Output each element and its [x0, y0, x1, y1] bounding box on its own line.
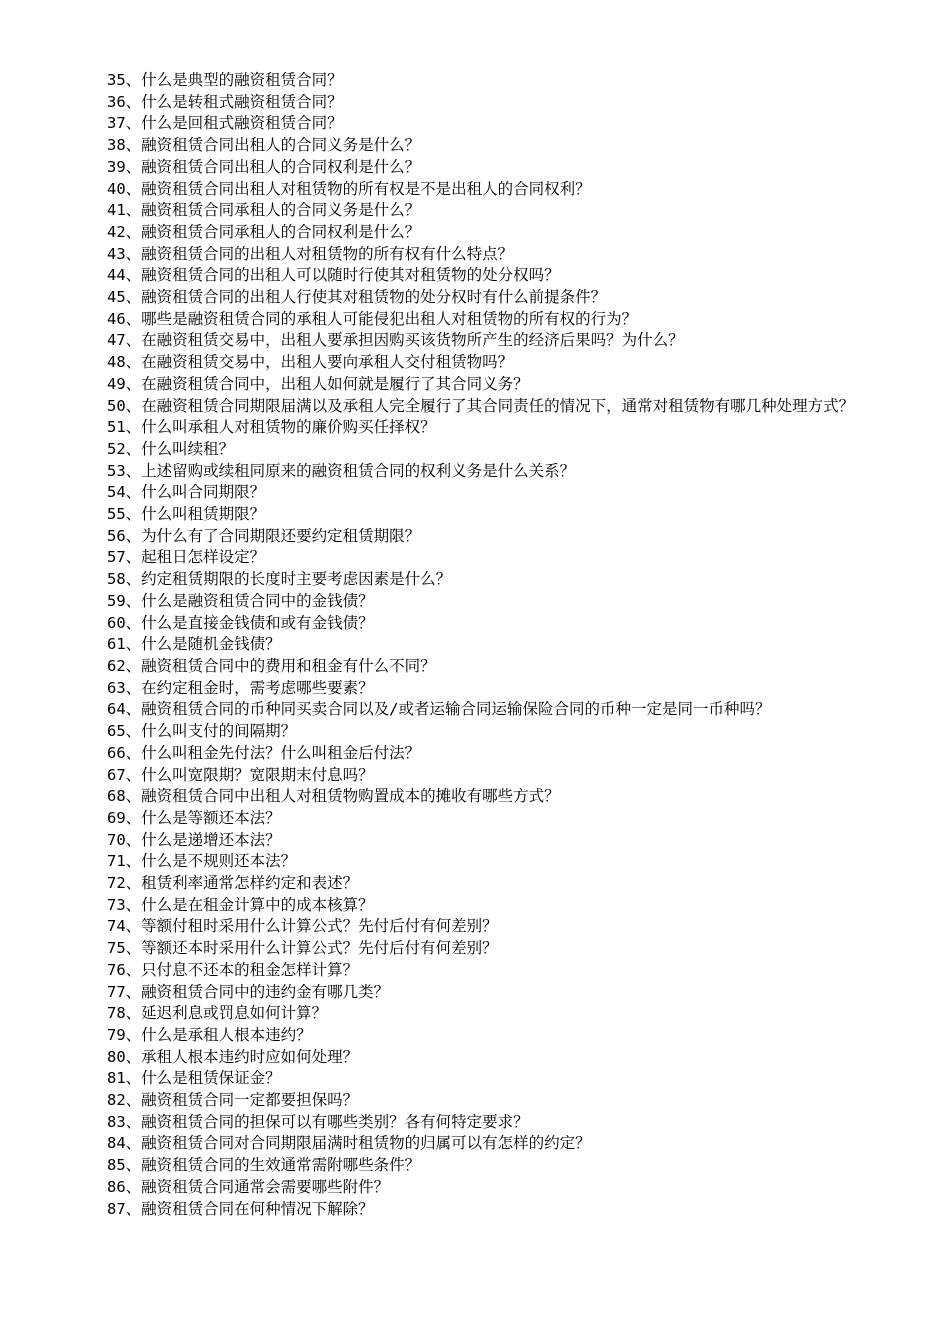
question-item: 44、融资租赁合同的出租人可以随时行使其对租赁物的处分权吗？ — [107, 266, 560, 285]
question-item: 86、融资租赁合同通常会需要哪些附件？ — [107, 1177, 390, 1196]
question-item: 61、什么是随机金钱债？ — [107, 635, 281, 654]
question-item: 65、什么叫支付的间隔期？ — [107, 722, 297, 741]
question-item: 35、什么是典型的融资租赁合同？ — [107, 71, 343, 89]
question-item: 83、融资租赁合同的担保可以有哪些类别？各有何特定要求？ — [107, 1112, 529, 1131]
question-item: 48、在融资租赁交易中，出租人要向承租人交付租赁物吗？ — [107, 353, 514, 372]
question-item: 45、融资租赁合同的出租人行使其对租赁物的处分权时有什么前提条件？ — [107, 288, 607, 307]
question-item: 53、上述留购或续租同原来的融资租赁合同的权利义务是什么关系？ — [107, 461, 576, 480]
question-item: 67、什么叫宽限期？宽限期末付息吗？ — [107, 765, 374, 784]
question-item: 41、融资租赁合同承租人的合同义务是什么？ — [107, 201, 421, 220]
question-item: 72、租赁利率通常怎样约定和表述？ — [107, 874, 359, 893]
question-item: 77、融资租赁合同中的违约金有哪几类？ — [107, 982, 390, 1001]
question-item: 82、融资租赁合同一定都要担保吗？ — [107, 1091, 359, 1110]
question-item: 43、融资租赁合同的出租人对租赁物的所有权有什么特点？ — [107, 244, 514, 263]
question-item: 84、融资租赁合同对合同期限届满时租赁物的归属可以有怎样的约定？ — [107, 1134, 591, 1153]
question-item: 85、融资租赁合同的生效通常需附哪些条件？ — [107, 1156, 421, 1175]
question-item: 64、融资租赁合同的币种同买卖合同以及/或者运输合同运输保险合同的币种一定是同一币种吗？ — [107, 700, 771, 719]
question-item: 71、什么是不规则还本法？ — [107, 852, 297, 871]
question-item: 56、为什么有了合同期限还要约定租赁期限？ — [107, 526, 421, 545]
question-item: 66、什么叫租金先付法？什么叫租金后付法？ — [107, 743, 421, 762]
question-item: 52、什么叫续租？ — [107, 439, 235, 458]
question-item: 75、等额还本时采用什么计算公式？先付后付有何差别？ — [107, 939, 498, 958]
question-item: 36、什么是转租式融资租赁合同？ — [107, 92, 343, 111]
question-item: 57、起租日怎样设定？ — [107, 548, 266, 567]
question-item: 49、在融资租赁合同中，出租人如何就是履行了其合同义务？ — [107, 374, 529, 393]
question-item: 62、融资租赁合同中的费用和租金有什么不同？ — [107, 656, 436, 675]
question-item: 87、融资租赁合同在何种情况下解除？ — [107, 1199, 374, 1218]
question-item: 70、什么是递增还本法？ — [107, 830, 281, 849]
question-item: 59、什么是融资租赁合同中的金钱债？ — [107, 591, 374, 610]
question-item: 60、什么是直接金钱债和或有金钱债？ — [107, 613, 374, 632]
question-item: 47、在融资租赁交易中，出租人要承担因购买该货物所产生的经济后果吗？为什么？ — [107, 331, 684, 350]
question-item: 74、等额付租时采用什么计算公式？先付后付有何差别？ — [107, 917, 498, 936]
question-item: 38、融资租赁合同出租人的合同义务是什么？ — [107, 136, 421, 155]
question-item: 81、什么是租赁保证金？ — [107, 1069, 281, 1088]
question-item: 69、什么是等额还本法？ — [107, 808, 281, 827]
question-item: 42、融资租赁合同承租人的合同权利是什么？ — [107, 222, 421, 241]
question-item: 73、什么是在租金计算中的成本核算？ — [107, 895, 374, 914]
question-item: 37、什么是回租式融资租赁合同？ — [107, 114, 343, 133]
question-item: 46、哪些是融资租赁合同的承租人可能侵犯出租人对租赁物的所有权的行为？ — [107, 309, 638, 328]
question-item: 58、约定租赁期限的长度时主要考虑因素是什么？ — [107, 570, 452, 589]
question-item: 79、什么是承租人根本违约？ — [107, 1025, 312, 1044]
question-item: 76、只付息不还本的租金怎样计算？ — [107, 960, 359, 979]
question-item: 63、在约定租金时，需考虑哪些要素？ — [107, 678, 374, 697]
question-item: 80、承租人根本违约时应如何处理？ — [107, 1047, 359, 1066]
question-item: 40、融资租赁合同出租人对租赁物的所有权是不是出租人的合同权利？ — [107, 179, 591, 198]
question-item: 54、什么叫合同期限？ — [107, 483, 266, 502]
question-item: 78、延迟利息或罚息如何计算？ — [107, 1004, 328, 1023]
question-item: 50、在融资租赁合同期限届满以及承租人完全履行了其合同责任的情况下，通常对租赁物有哪几种处理方式？ — [107, 396, 855, 415]
question-item: 68、融资租赁合同中出租人对租赁物购置成本的摊收有哪些方式？ — [107, 787, 560, 806]
question-list — [70, 70, 888, 1220]
question-item: 39、融资租赁合同出租人的合同权利是什么？ — [107, 157, 421, 176]
question-item: 55、什么叫租赁期限？ — [107, 505, 266, 524]
question-item: 51、什么叫承租人对租赁物的廉价购买任择权？ — [107, 418, 436, 437]
